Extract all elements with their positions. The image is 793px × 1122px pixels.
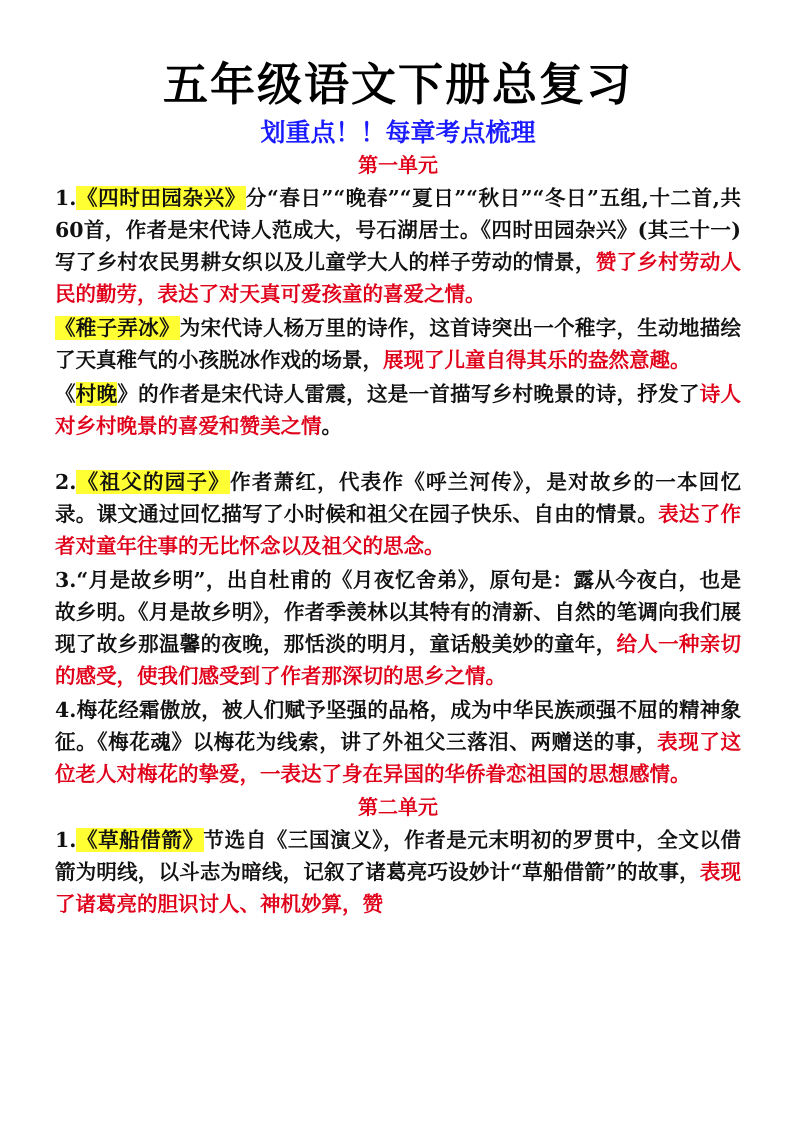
para-body: 4.梅花经霜傲放，被人们赋予坚强的品格，成为中华民族顽强不屈的精神象征。《梅花魂》以梅花为线索，讲了外祖父三落泪、两赠送的事， bbox=[55, 698, 741, 754]
para-body: 为宋代诗人杨万里的诗作，这首诗突出一个稚字，生动地描绘了天真稚气的小孩脱冰作戏的场景， bbox=[55, 316, 741, 372]
highlighted-title: 《稚子弄冰》 bbox=[55, 316, 180, 340]
para-body: 作者萧红，代表作《呼兰河传》，是对故乡的一本回忆录。课文通过回忆描写了小时候和祖父在园子快乐、自由的情景。 bbox=[55, 470, 742, 526]
para-key-point: 诗人对乡村晚景的喜爱和赞美之情 bbox=[55, 382, 741, 438]
para-lead: 《 bbox=[55, 382, 76, 406]
paragraph-u1-1 bbox=[55, 182, 741, 310]
para-key-point: 表现了这位老人对梅花的挚爱，一表达了身在异国的华侨眷恋祖国的思想感情。 bbox=[55, 730, 742, 786]
para-body: 节选自《三国演义》，作者是元末明初的罗贯中，全文以借箭为明线，以斗志为暗线，记叙了诸葛亮巧设妙计“草船借箭”的故事， bbox=[55, 828, 742, 884]
highlighted-title: 《四时田园杂兴》 bbox=[76, 186, 246, 210]
para-body: 》的作者是宋代诗人雷震，这是一首描写乡村晚景的诗，抒发了 bbox=[117, 382, 700, 406]
para-lead: 2. bbox=[55, 470, 77, 494]
para-key-point: 展现了儿童自得其乐的盎然意趣。 bbox=[383, 348, 691, 372]
highlighted-title: 村晚 bbox=[75, 382, 118, 406]
highlighted-title: 《祖父的园子》 bbox=[76, 470, 231, 494]
paragraph-u1-3 bbox=[55, 378, 741, 442]
para-key-point: 表现了诸葛亮的胆识讨人、神机妙算，赞 bbox=[55, 860, 741, 916]
paragraph-u2-1 bbox=[55, 824, 741, 920]
para-key-point: 赞了乡村劳动人民的勤劳，表达了对天真可爱孩童的喜爱之情。 bbox=[55, 250, 741, 306]
unit-heading-2: 第二单元 bbox=[358, 795, 438, 819]
paragraph-u1-6 bbox=[55, 694, 741, 790]
para-key-point: 给人一种亲切的感受，使我们感受到了作者那深切的思乡之情。 bbox=[55, 632, 741, 688]
paragraph-u1-5 bbox=[55, 564, 741, 692]
para-tail: 。 bbox=[321, 414, 342, 438]
paragraph-u1-2 bbox=[55, 312, 741, 376]
para-body: 分“春日”“晚春”“夏日”“秋日”“冬日”五组,十二首,共60首，作者是宋代诗人范成大，号石湖居士。《四时田园杂兴》(其三十一)写了乡村农民男耕女织以及儿童学大人的样子劳动的情景， bbox=[55, 186, 741, 274]
para-lead: 1. bbox=[55, 828, 77, 852]
paragraph-u1-4 bbox=[55, 466, 741, 562]
unit-heading-1: 第一单元 bbox=[358, 153, 438, 177]
page-title: 五年级语文下册总复习 bbox=[162, 58, 633, 111]
para-key-point: 表达了作者对童年往事的无比怀念以及祖父的思念。 bbox=[55, 502, 741, 558]
page-subtitle: 划重点！！每章考点梳理 bbox=[260, 118, 536, 147]
para-body: 3.“月是故乡明”，出自杜甫的《月夜忆舍弟》，原句是：露从今夜白，也是故乡明。《月是故乡明》，作者季羡林以其特有的清新、自然的笔调向我们展现了故乡那温馨的夜晚，那恬淡的明月，童话般美妙的童年， bbox=[55, 568, 741, 656]
highlighted-title: 《草船借箭》 bbox=[76, 828, 204, 852]
para-lead: 1. bbox=[55, 186, 77, 210]
